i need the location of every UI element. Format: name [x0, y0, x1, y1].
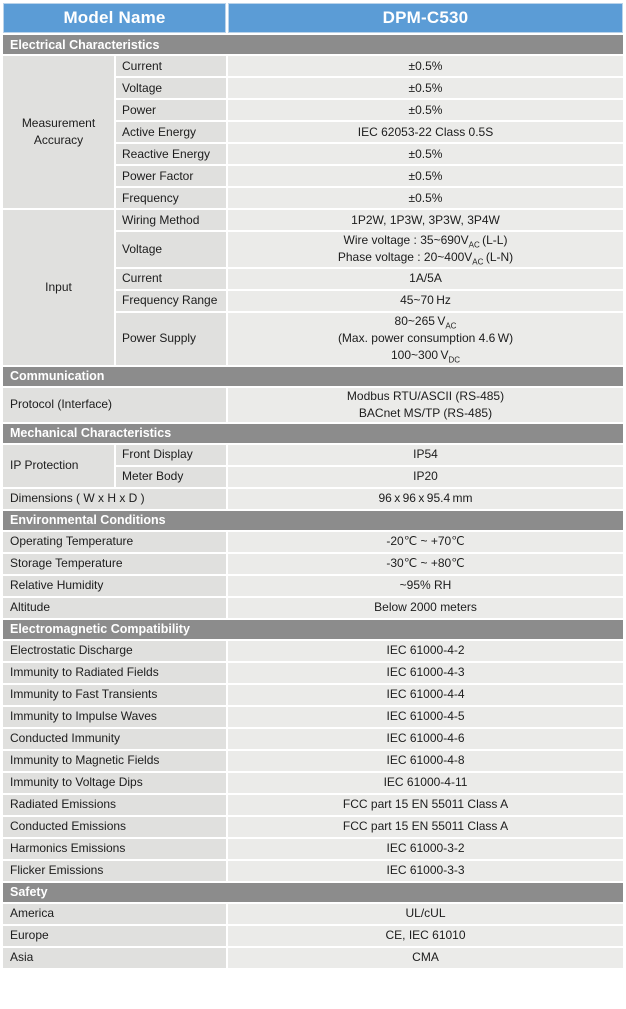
- row-value: ±0.5%: [228, 78, 623, 98]
- value-line: [232, 330, 619, 347]
- value-text: Phase voltage : 20~400V: [337, 250, 473, 265]
- value-line: [232, 347, 619, 364]
- row-label: Immunity to Magnetic Fields: [3, 751, 226, 771]
- section-row: [3, 511, 623, 530]
- row-value: 1A/5A: [228, 269, 623, 289]
- row-label: Operating Temperature: [3, 532, 226, 552]
- table-row: [3, 598, 623, 618]
- group-label-input: Input: [3, 210, 114, 365]
- value-text: 100~300 V: [390, 348, 449, 363]
- row-value: IP54: [228, 445, 623, 465]
- row-value: IEC 61000-3-3: [228, 861, 623, 881]
- row-label: Current: [116, 269, 226, 289]
- row-label: Immunity to Fast Transients: [3, 685, 226, 705]
- row-value: IEC 61000-4-11: [228, 773, 623, 793]
- row-value: CMA: [228, 948, 623, 968]
- table-row: [3, 773, 623, 793]
- row-label: Radiated Emissions: [3, 795, 226, 815]
- row-label: Voltage: [116, 78, 226, 98]
- row-value: CE, IEC 61010: [228, 926, 623, 946]
- unit-subscript: AC: [472, 257, 484, 267]
- table-row: [3, 388, 623, 422]
- value-line: BACnet MS/TP (RS-485): [358, 405, 493, 420]
- row-label: Harmonics Emissions: [3, 839, 226, 859]
- table-row: [3, 817, 623, 837]
- row-value: ~95% RH: [228, 576, 623, 596]
- row-label: Power Supply: [116, 313, 226, 365]
- row-label: Dimensions ( W x H x D ): [3, 489, 226, 509]
- section-title-emc: Electromagnetic Compatibility: [3, 620, 623, 639]
- row-label: Conducted Immunity: [3, 729, 226, 749]
- row-label: Frequency: [116, 188, 226, 208]
- row-value: ±0.5%: [228, 166, 623, 186]
- section-row: [3, 424, 623, 443]
- table-row: [3, 839, 623, 859]
- group-label-ip-protection: IP Protection: [3, 445, 114, 487]
- row-label: Voltage: [116, 232, 226, 267]
- table-row: [3, 751, 623, 771]
- table-row: [3, 795, 623, 815]
- row-value: IEC 61000-4-5: [228, 707, 623, 727]
- row-value: IEC 61000-4-6: [228, 729, 623, 749]
- row-label: Conducted Emissions: [3, 817, 226, 837]
- spec-table: [1, 1, 625, 970]
- table-row: [3, 904, 623, 924]
- table-row: [3, 554, 623, 574]
- model-header-row: [3, 3, 623, 33]
- row-value: ±0.5%: [228, 188, 623, 208]
- table-row: [3, 576, 623, 596]
- row-value: 96 x 96 x 95.4 mm: [228, 489, 623, 509]
- section-title-safety: Safety: [3, 883, 623, 902]
- value-line: Modbus RTU/ASCII (RS-485): [346, 388, 505, 403]
- row-value: -30℃ ~ +80℃: [228, 554, 623, 574]
- table-row: [3, 489, 623, 509]
- row-value: 1P2W, 1P3W, 3P3W, 3P4W: [228, 210, 623, 230]
- row-value: FCC part 15 EN 55011 Class A: [228, 795, 623, 815]
- table-row: [3, 707, 623, 727]
- value-line: [232, 313, 619, 330]
- row-label: Protocol (Interface): [3, 388, 226, 422]
- row-value: IEC 62053-22 Class 0.5S: [228, 122, 623, 142]
- table-row: [3, 641, 623, 661]
- table-row: [3, 56, 623, 76]
- table-row: [3, 663, 623, 683]
- table-row: [3, 861, 623, 881]
- row-label: Reactive Energy: [116, 144, 226, 164]
- row-label: Europe: [3, 926, 226, 946]
- row-label: Wiring Method: [116, 210, 226, 230]
- table-row: [3, 210, 623, 230]
- unit-subscript: DC: [448, 355, 461, 365]
- row-value: IEC 61000-4-8: [228, 751, 623, 771]
- table-row: [3, 685, 623, 705]
- row-label: Active Energy: [116, 122, 226, 142]
- row-label: Immunity to Radiated Fields: [3, 663, 226, 683]
- value-text: 80~265 V: [394, 313, 446, 328]
- row-value: ±0.5%: [228, 100, 623, 120]
- value-line: [232, 232, 619, 249]
- row-label: Power Factor: [116, 166, 226, 186]
- row-value: 45~70 Hz: [228, 291, 623, 311]
- section-row: [3, 883, 623, 902]
- row-value: [228, 313, 623, 365]
- table-row: [3, 948, 623, 968]
- section-row: [3, 367, 623, 386]
- table-row: [3, 926, 623, 946]
- section-row: [3, 35, 623, 54]
- table-row: [3, 445, 623, 465]
- row-value: Below 2000 meters: [228, 598, 623, 618]
- model-name-header: Model Name: [3, 3, 226, 33]
- row-label: Storage Temperature: [3, 554, 226, 574]
- row-label: Flicker Emissions: [3, 861, 226, 881]
- value-text: (L-N): [483, 250, 514, 265]
- section-title-electrical: Electrical Characteristics: [3, 35, 623, 54]
- row-label: Frequency Range: [116, 291, 226, 311]
- row-value: ±0.5%: [228, 144, 623, 164]
- row-value: IEC 61000-4-4: [228, 685, 623, 705]
- row-label: Electrostatic Discharge: [3, 641, 226, 661]
- row-value: IP20: [228, 467, 623, 487]
- row-value: [228, 232, 623, 267]
- row-label: Immunity to Impulse Waves: [3, 707, 226, 727]
- row-label: Meter Body: [116, 467, 226, 487]
- row-value: [228, 388, 623, 422]
- row-label: Current: [116, 56, 226, 76]
- group-label-measurement-accuracy: Measurement Accuracy: [3, 56, 114, 208]
- table-row: [3, 729, 623, 749]
- row-value: ±0.5%: [228, 56, 623, 76]
- row-label: Altitude: [3, 598, 226, 618]
- row-label: America: [3, 904, 226, 924]
- section-row: [3, 620, 623, 639]
- row-value: FCC part 15 EN 55011 Class A: [228, 817, 623, 837]
- section-title-communication: Communication: [3, 367, 623, 386]
- section-title-environmental: Environmental Conditions: [3, 511, 623, 530]
- model-value-header: DPM-C530: [228, 3, 623, 33]
- value-text: (L-L): [479, 233, 508, 247]
- row-label: Immunity to Voltage Dips: [3, 773, 226, 793]
- row-value: -20℃ ~ +70℃: [228, 532, 623, 552]
- row-value: IEC 61000-4-3: [228, 663, 623, 683]
- table-row: [3, 532, 623, 552]
- row-value: IEC 61000-3-2: [228, 839, 623, 859]
- row-value: UL/cUL: [228, 904, 623, 924]
- unit-subscript: AC: [445, 321, 457, 331]
- row-label: Front Display: [116, 445, 226, 465]
- row-label: Asia: [3, 948, 226, 968]
- value-text: (Max. power consumption 4.6 W): [337, 331, 514, 346]
- row-value: IEC 61000-4-2: [228, 641, 623, 661]
- row-label: Power: [116, 100, 226, 120]
- unit-subscript: AC: [468, 240, 480, 250]
- row-label: Relative Humidity: [3, 576, 226, 596]
- section-title-mechanical: Mechanical Characteristics: [3, 424, 623, 443]
- value-line: [232, 249, 619, 266]
- value-text: Wire voltage : 35~690V: [343, 233, 469, 247]
